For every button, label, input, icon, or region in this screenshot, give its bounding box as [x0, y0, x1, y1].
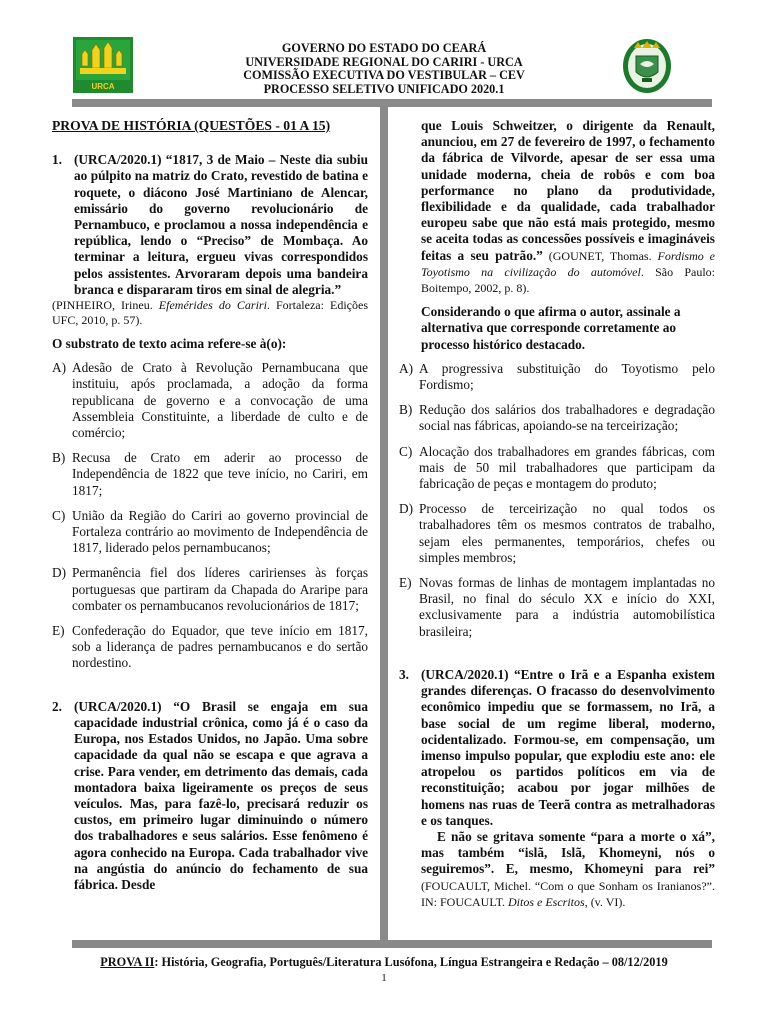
option-letter: B) — [52, 450, 66, 466]
option-letter: A) — [399, 360, 414, 376]
question-text: E não se gritava somente “para a morte o xá”, mas também “islã, Islã, Khomeyni, nós o seguiremos”. E, mesmo, Khomeyni para rei” — [421, 828, 715, 877]
source-text: (GOUNET, Thomas. — [542, 248, 658, 263]
source-title: Efemérides do Cariri — [158, 298, 267, 313]
page-number: 1 — [381, 972, 387, 984]
answer-option — [399, 575, 715, 640]
answer-option — [399, 361, 715, 393]
question-source — [52, 298, 368, 328]
question-2 — [52, 699, 368, 893]
left-column — [52, 118, 368, 893]
answer-option — [52, 623, 368, 672]
page-header — [0, 36, 768, 100]
header-line-government: GOVERNO DO ESTADO DO CEARÁ — [281, 41, 487, 55]
question-source — [421, 879, 715, 909]
source-title: Ditos e Escritos — [508, 894, 585, 909]
option-letter: D) — [399, 501, 414, 517]
answer-option — [52, 360, 368, 441]
option-letter: C) — [399, 443, 413, 459]
option-letter: B) — [399, 402, 413, 418]
question-stem: O substrato de texto acima refere-se à(o): — [52, 336, 287, 352]
option-text: Recusa de Crato em aderir ao processo de Independência de 1822 que teve início, no Cariri, em 1817; — [72, 450, 368, 498]
question-body — [421, 667, 715, 910]
question-3 — [399, 667, 715, 910]
answer-option — [399, 402, 715, 434]
footer-text: : História, Geografia, Português/Literatura Lusófona, Língua Estrangeira e Redação – 08/12/2019 — [154, 955, 668, 969]
question-number: 3. — [399, 666, 409, 682]
answer-option — [399, 501, 715, 566]
question-text: (URCA/2020.1) “O Brasil se engaja em sua capacidade industrial crônica, como já é o caso da Europa, nos Estados Unidos, no Japão. Uma sobre capacidade da qual não se escapa e que agrava a crise. Para vender, em detrimento das demais, cada montadora baixa ligeiramente os preços de seus veículos. Mas, para fazê-lo, precisará reduzir os custos, em primeiro lugar diminuindo o número dos trabalhadores e seus salários. Esse fenômeno é agora conhecido na Europa. Cada trabalhador vive na angústia do anúncio do fechamento de sua fábrica. Desde — [74, 698, 368, 892]
option-letter: D) — [52, 565, 67, 581]
option-text: Novas formas de linhas de montagem implantadas no Brasil, no final do século XX e início do XXI, exclusivamente para a indústria automobilística brasileira; — [419, 575, 715, 639]
header-line-university: UNIVERSIDADE REGIONAL DO CARIRI - URCA — [245, 54, 523, 69]
source-text-end: . São Paulo: Boitempo, 2002, p. 8). — [421, 264, 715, 296]
header-title-block — [180, 42, 588, 96]
source-text-end: . Fortaleza: Edições UFC, 2010, p. 57). — [52, 298, 368, 328]
option-letter: A) — [52, 360, 67, 376]
option-text: Permanência fiel dos líderes caririenses às forças portuguesas que partiram da Chapada do Araripe para combater os pernambucanos revolucionários de 1817; — [72, 565, 368, 613]
question-2-continued — [399, 118, 715, 296]
option-text: Alocação dos trabalhadores em grandes fábricas, com mais de 50 mil trabalhadores que participam da fabricação de peças e montagem do produto; — [419, 443, 715, 492]
question-number: 1. — [52, 152, 62, 168]
option-letter: E) — [399, 575, 412, 591]
urca-logo-text: URCA — [91, 82, 115, 91]
page-footer — [0, 955, 768, 970]
urca-logo-icon — [72, 36, 134, 94]
option-text: A progressiva substituição do Toyotismo pelo Fordismo; — [419, 360, 715, 393]
option-letter: E) — [52, 623, 65, 639]
header-line-process: PROCESSO SELETIVO UNIFICADO 2020.1 — [263, 81, 505, 96]
ceara-coat-of-arms-icon — [622, 38, 672, 94]
question-text: (URCA/2020.1) “Entre o Irã e a Espanha existem grandes diferenças. O fracasso do desenvolvimento econômico impediu que se formassem, no Irã, a base social de um regime liberal, moderno, ocidentalizado. Formou-se, em compensação, um imenso impulso popular, que explodiu este ano: ele atropelou os partidos políticos em via de reconstituição; acabou por jogar milhões de homens nas ruas de Teerã contra as metralhadoras e os tanques. — [421, 666, 715, 828]
source-title: Fordismo e Toyotismo na civilização do automóvel — [421, 248, 716, 279]
column-divider — [380, 107, 388, 940]
option-text: Processo de terceirização no qual todos os trabalhadores têm os mesmos contratos de trabalho, sejam eles permanentes, temporários, chefes ou simples membros; — [419, 501, 715, 565]
header-line-commission: COMISSÃO EXECUTIVA DO VESTIBULAR – CEV — [243, 68, 525, 82]
header-divider — [72, 99, 712, 107]
option-text: Redução dos salários dos trabalhadores e degradação social nas fábricas, apoiando-se na terceirização; — [419, 402, 715, 434]
question-body — [74, 152, 368, 298]
answer-option — [52, 450, 368, 499]
source-text: (PINHEIRO, Irineu. — [52, 298, 159, 313]
question-number: 2. — [52, 698, 62, 714]
source-text: (FOUCAULT, Michel. “Com o que Sonham os Iranianos?”. IN: FOUCAULT. — [421, 878, 715, 909]
footer-prefix: PROVA II — [100, 955, 155, 969]
right-column — [399, 118, 715, 910]
footer-divider — [72, 940, 712, 948]
answer-option — [399, 444, 715, 493]
source-text-end: , (v. VI). — [584, 894, 626, 909]
answer-option — [52, 508, 368, 557]
option-text: Adesão de Crato à Revolução Pernambucana que instituiu, após proclamada, a adoção da forma republicana de governo e a convocação de uma Assembleia Constituinte, a liberdade de culto e de comércio; — [72, 360, 368, 441]
question-1 — [52, 152, 368, 298]
question-text: (URCA/2020.1) “1817, 3 de Maio – Neste dia subiu ao púlpito na matriz do Crato, revestido de batina e roquete, o diácono José Martiniano de Alencar, emissário do governo revolucionário de Pernambuco, e proclamou a nossa independência e república, lendo o “Preciso” de Mombaça. Ao terminar a leitura, ergueu vivas correspondidos pelos assistentes. Arvoraram depois uma bandeira branca e dispararam tiros em sinal de alegria.” — [74, 152, 368, 297]
answer-option — [52, 565, 368, 614]
option-text: União da Região do Cariri ao governo provincial de Fortaleza contrário ao movimento de Independência de 1817, liderado pelos pernambucanos; — [72, 507, 368, 556]
exam-title: PROVA DE HISTÓRIA (QUESTÕES - 01 A 15) — [52, 118, 331, 133]
question-stem: Considerando o que afirma o autor, assinale a alternativa que corresponde corretamente ao processo histórico destacado. — [421, 304, 681, 352]
question-text: que Louis Schweitzer, o dirigente da Renault, anunciou, em 27 de fevereiro de 1997, o fechamento da fábrica de Vilvorde, apesar de ser essa uma unidade moderna, cheia de robôs e com boa performance no plano da produtividade, flexibilidade e da qualidade, cada trabalhador europeu sabe que não está mais protegido, mesmo se aceita todas as concessões possíveis e imagináveis feitas a seu patrão.” — [421, 118, 715, 263]
option-text: Confederação do Equador, que teve início em 1817, sob a liderança de padres pernambucanos e do sertão nordestino. — [72, 623, 368, 671]
question-body — [74, 699, 368, 893]
option-letter: C) — [52, 507, 66, 523]
